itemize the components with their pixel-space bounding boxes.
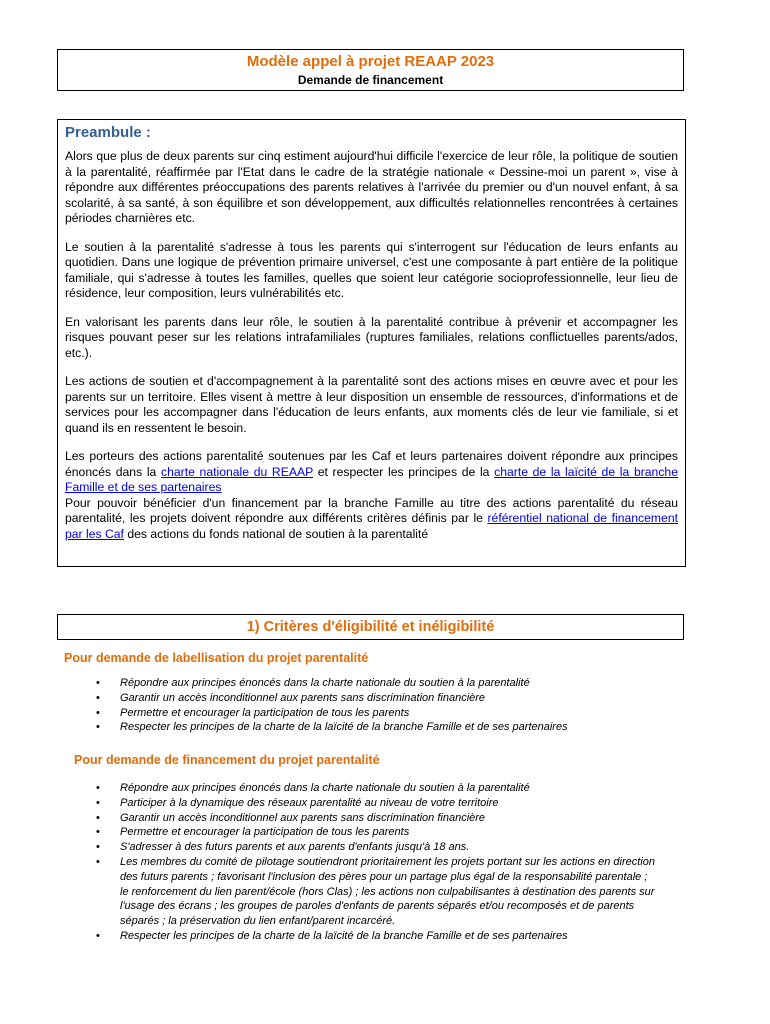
list-item: • Respecter les principes de la charte de la laïcité de la branche Famille et de ses partenaires <box>96 929 656 944</box>
list-item: • Répondre aux principes énoncés dans la charte nationale du soutien à la parentalité <box>96 781 656 796</box>
financement-criteria-list <box>96 781 656 944</box>
preambule-paragraph-6 <box>65 496 678 543</box>
preambule-paragraph-5 <box>65 449 678 496</box>
document-title-box <box>57 49 684 91</box>
paragraph-5-text-a: Les porteurs des actions parentalité soutenues par les Caf et leurs partenaires doivent répondre aux principes énoncés dans la <box>65 449 678 479</box>
charte-reaap-link[interactable]: charte nationale du REAAP <box>161 464 314 479</box>
paragraph-6-text-b: des actions du fonds national de soutien à la parentalité <box>123 526 429 541</box>
document-subtitle: Demande de financement <box>297 73 444 87</box>
list-item: • Permettre et encourager la participation de tous les parents <box>96 706 686 721</box>
section-1-title: 1) Critères d'éligibilité et inéligibilité <box>57 614 684 640</box>
list-item: • S'adresser à des futurs parents et aux parents d'enfants jusqu'à 18 ans. <box>96 840 656 855</box>
referentiel-link[interactable]: référentiel national de financement par les Caf <box>65 511 679 541</box>
labellisation-criteria-list <box>96 676 686 735</box>
list-item: • Garantir un accès inconditionnel aux parents sans discrimination financière <box>96 811 656 826</box>
charte-laicite-link[interactable]: charte de la laïcité de la branche Famille et de ses partenaires <box>65 464 678 494</box>
document-title: Modèle appel à projet REAAP 2023 <box>246 53 495 70</box>
financement-heading: Pour demande de financement du projet parentalité <box>74 753 380 767</box>
labellisation-heading: Pour demande de labellisation du projet parentalité <box>64 651 369 665</box>
preambule-paragraph-1: Alors que plus de deux parents sur cinq estiment aujourd'hui difficile l'exercice de leur rôle, la politique de soutien à la parentalité, réaffirmée par l'Etat dans le cadre de la stratégie nationale « Dessine-moi un parent », vise à répondre aux différentes préoccupations des parents relatives à l'arrivée du premier ou d'un nouvel enfant, à sa scolarité, à sa santé, à son équilibre et son développement, aux difficultés relationnelles rencontrées à certaines périodes charnières etc. <box>65 149 678 225</box>
list-item: • Les membres du comité de pilotage soutiendront prioritairement les projets portant sur les actions en direction des futurs parents ; favorisant l'inclusion des pères pour un partage plus égal de la responsabilité parentale ; le renforcement du lien parent/école (hors Clas) ; les actions non culpabilisantes à destination des parents sur l'usage des écrans ; les groupes de paroles d'enfants de parents séparés et/ou recomposés et de parents séparés ; la préservation du lien enfant/parent incarcéré. <box>96 855 656 929</box>
preambule-box <box>57 119 686 567</box>
paragraph-5-text-b: et respecter les principes de la <box>313 464 495 479</box>
preambule-paragraph-2: Le soutien à la parentalité s'adresse à tous les parents qui s'interrogent sur l'éducation de leurs enfants au quotidien. Dans une logique de prévention primaire universel, c'est une composante à part entière de la politique familiale, qui s'adresse à toutes les familles, quelles que soient leur catégorie socioprofessionnelle, leur lieu de résidence, leur composition, leurs vulnérabilités etc. <box>65 239 678 300</box>
paragraph-6-text-a: Pour pouvoir bénéficier d'un financement par la branche Famille au titre des actions parentalité du réseau parentalité, les projets doivent répondre aux différents critères définis par le <box>65 495 678 525</box>
list-item: • Respecter les principes de la charte de la laïcité de la branche Famille et de ses partenaires <box>96 720 686 735</box>
list-item: • Garantir un accès inconditionnel aux parents sans discrimination financière <box>96 691 686 706</box>
preambule-paragraph-4: Les actions de soutien et d'accompagnement à la parentalité sont des actions mises en œuvre avec et pour les parents sur un territoire. Elles visent à mettre à leur disposition un ensemble de ressources, d'informations et de services pour les accompagner dans l'éducation de leurs enfants, aux moments clés de leur vie familiale, si et quand ils en ressentent le besoin. <box>65 374 678 435</box>
preambule-heading: Preambule : <box>65 124 151 141</box>
preambule-paragraph-3: En valorisant les parents dans leur rôle, le soutien à la parentalité contribue à prévenir et accompagner les risques pouvant peser sur les relations intrafamiliales (ruptures familiales, relations conflictuelles parents/ados, etc.). <box>65 314 678 360</box>
list-item: • Répondre aux principes énoncés dans la charte nationale du soutien à la parentalité <box>96 676 686 691</box>
list-item: • Permettre et encourager la participation de tous les parents <box>96 825 656 840</box>
list-item: • Participer à la dynamique des réseaux parentalité au niveau de votre territoire <box>96 796 656 811</box>
